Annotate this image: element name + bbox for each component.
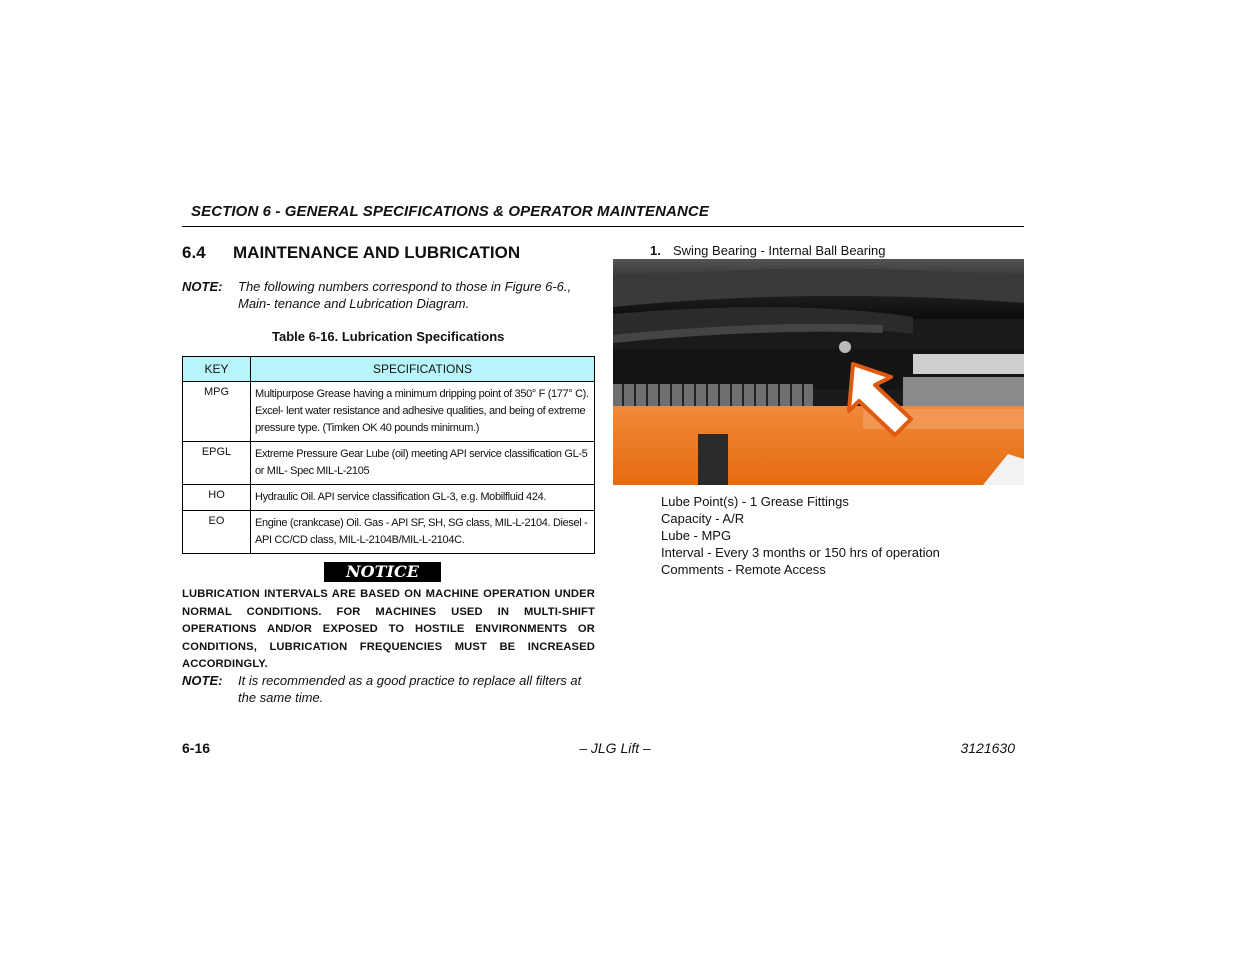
footer-brand: – JLG Lift –: [579, 740, 651, 756]
table-caption: Table 6-16. Lubrication Specifications: [272, 329, 505, 344]
page-number: 6-16: [182, 740, 211, 756]
comments-detail: Comments - Remote Access: [661, 562, 826, 577]
table-header-key: KEY: [183, 357, 251, 382]
swing-bearing-photo: [613, 259, 1024, 485]
section-number: 6.4: [182, 243, 206, 262]
section-header: SECTION 6 - GENERAL SPECIFICATIONS & OPERATOR MAINTENANCE: [191, 203, 709, 220]
document-number: 3121630: [960, 740, 1015, 756]
note-text: The following numbers correspond to those in Figure 6-6., Main- tenance and Lubrication Diagram.: [238, 279, 572, 311]
table-cell-spec: Multipurpose Grease having a minimum dripping point of 350° F (177° C). Excel- lent water resistance and adhesive qualities, and being of extreme pressure type. (Timken OK 40 pounds minimum.): [251, 382, 595, 442]
note-text: It is recommended as a good practice to replace all filters at the same time.: [238, 673, 582, 705]
lube-item-title: [650, 243, 885, 258]
note-label: NOTE:: [182, 673, 223, 688]
table-row: [183, 382, 595, 442]
interval-detail: Interval - Every 3 months or 150 hrs of operation: [661, 545, 940, 560]
lube-item-details: [661, 493, 940, 578]
note-figure-reference: [182, 278, 598, 314]
lubrication-spec-table: [182, 356, 595, 554]
notice-text: LUBRICATION INTERVALS ARE BASED ON MACHINE OPERATION UNDER NORMAL CONDITIONS. FOR MACHINES USED IN MULTI-SHIFT OPERATIONS AND/OR EXPOSED TO HOSTILE ENVIRONMENTS OR CONDITIONS, LUBRICATION FREQUENCIES MUST BE INCREASED ACCORDINGLY.: [182, 588, 595, 670]
header-rule: [182, 226, 1024, 227]
notice-badge: NOTICE: [324, 562, 441, 582]
note-filters: [182, 672, 598, 708]
table-cell-spec: Engine (crankcase) Oil. Gas - API SF, SH, SG class, MIL-L-2104. Diesel - API CC/CD class, MIL-L-2104B/MIL-L-2104C.: [251, 511, 595, 554]
table-header-row: [183, 357, 595, 382]
table-header-specifications: SPECIFICATIONS: [251, 357, 595, 382]
capacity-detail: Capacity - A/R: [661, 511, 745, 526]
table-cell-key: MPG: [183, 382, 251, 442]
table-cell-key: EPGL: [183, 442, 251, 485]
section-title: MAINTENANCE AND LUBRICATION: [233, 243, 521, 262]
table-row: [183, 442, 595, 485]
table-cell-spec: Hydraulic Oil. API service classification GL-3, e.g. Mobilfluid 424.: [251, 485, 595, 511]
table-cell-key: HO: [183, 485, 251, 511]
lube-type-detail: Lube - MPG: [661, 528, 732, 543]
lube-item-number: 1.: [650, 243, 661, 258]
table-cell-spec: Extreme Pressure Gear Lube (oil) meeting API service classification GL-5 or MIL- Spec MIL-L-2105: [251, 442, 595, 485]
lube-point-detail: Lube Point(s) - 1 Grease Fittings: [661, 494, 849, 509]
note-label: NOTE:: [182, 279, 223, 294]
table-row: [183, 485, 595, 511]
table-row: [183, 511, 595, 554]
lube-item-name: Swing Bearing - Internal Ball Bearing: [673, 243, 886, 258]
section-heading: [182, 243, 520, 263]
table-cell-key: EO: [183, 511, 251, 554]
